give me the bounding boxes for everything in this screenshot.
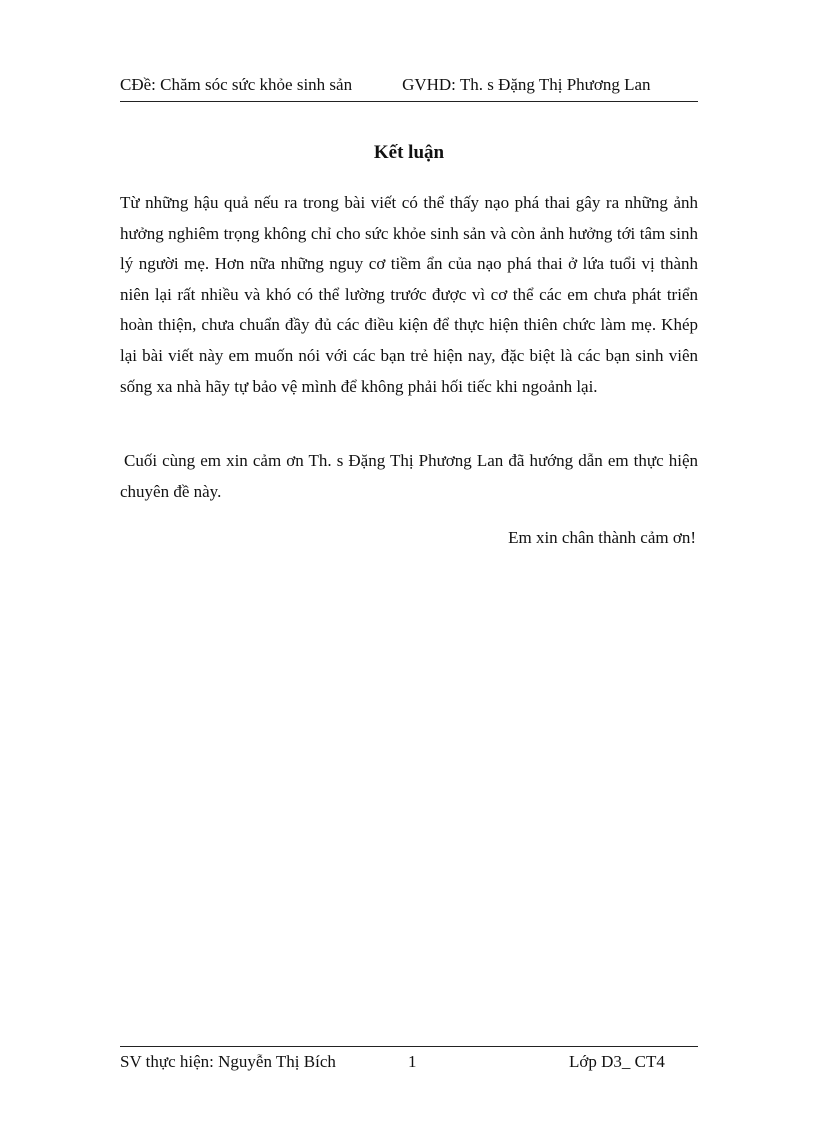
- footer-student: SV thực hiện: Nguyễn Thị Bích: [120, 1052, 336, 1071]
- closing-line: Em xin chân thành cảm ơn!: [508, 528, 696, 547]
- page-header: [120, 74, 698, 96]
- conclusion-paragraph-1: Từ những hậu quả nếu ra trong bài viết có thể thấy nạo phá thai gây ra những ảnh hưởng nghiêm trọng không chỉ cho sức khỏe sinh sản và còn ảnh hưởng tới tâm sinh lý người mẹ. Hơn nữa những nguy cơ tiềm ẩn của nạo phá thai ở lứa tuổi vị thành niên lại rất nhiều và khó có thể lường trước được vì cơ thể các em chưa phát triển hoàn thiện, chưa chuẩn đầy đủ các điều kiện để thực hiện thiên chức làm mẹ. Khép lại bài viết này em muốn nói với các bạn trẻ hiện nay, đặc biệt là các bạn sinh viên sống xa nhà hãy tự bảo vệ mình để không phải hối tiếc khi ngoảnh lại.: [120, 193, 698, 396]
- footer-class: Lớp D3_ CT4: [569, 1052, 665, 1071]
- header-divider: [120, 101, 698, 102]
- page-title: Kết luận: [373, 142, 445, 163]
- conclusion-paragraph-2: Cuối cùng em xin cảm ơn Th. s Đặng Thị Phương Lan đã hướng dẫn em thực hiện chuyên đề này.: [120, 451, 698, 501]
- footer-divider: [120, 1046, 698, 1047]
- header-supervisor: GVHD: Th. s Đặng Thị Phương Lan: [402, 75, 651, 94]
- header-topic: CĐề: Chăm sóc sức khỏe sinh sản: [120, 75, 353, 94]
- footer-page-number: 1: [408, 1052, 417, 1071]
